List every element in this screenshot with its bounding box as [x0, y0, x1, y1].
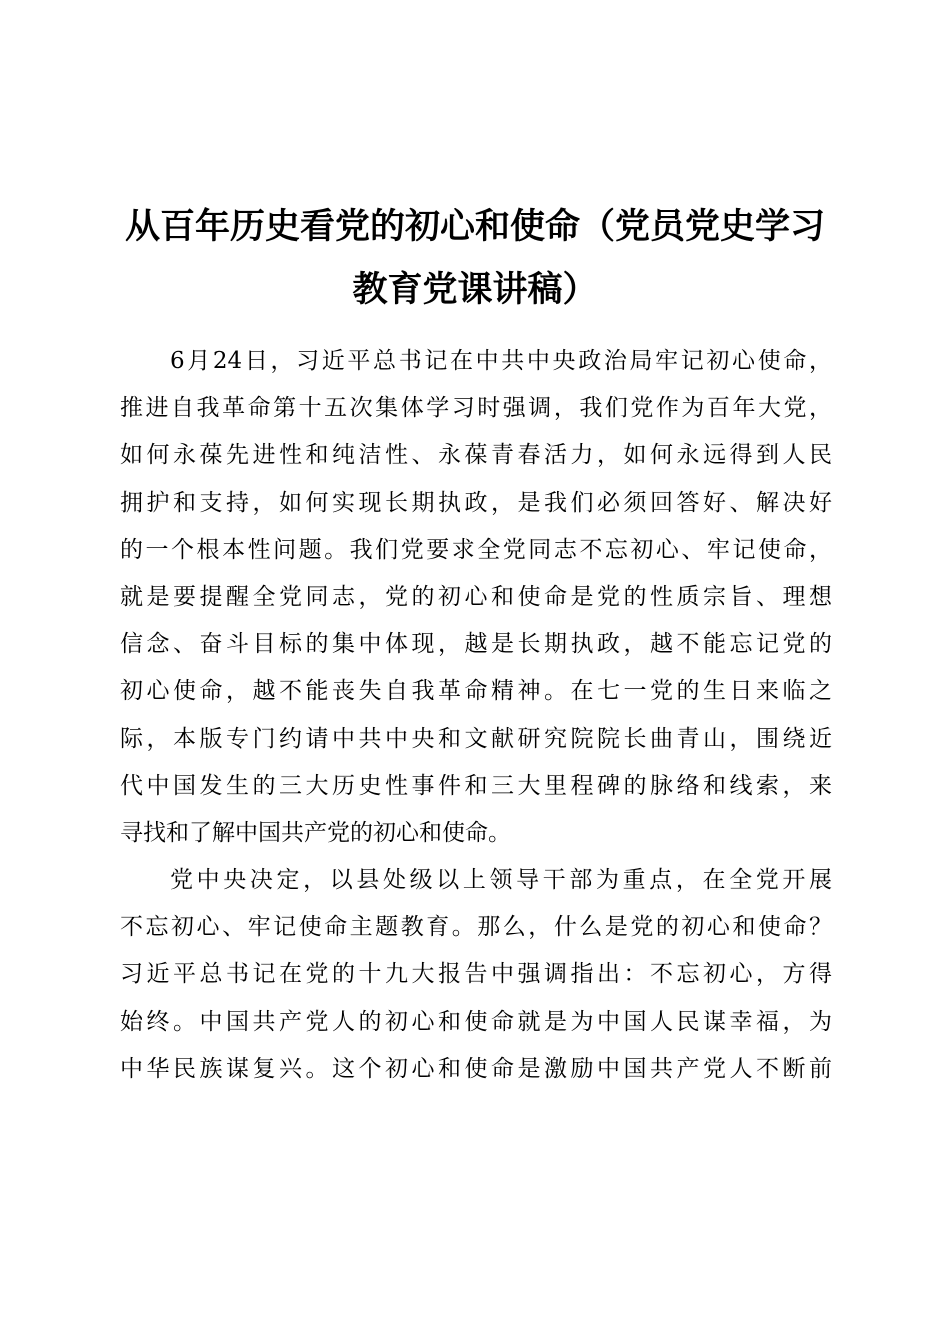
- text-line: 如何永葆先进性和纯洁性、永葆青春活力，如何永远得到人民: [120, 442, 832, 469]
- text-line: 不忘初心、牢记使命主题教育。那么，什么是党的初心和使命？: [120, 914, 832, 941]
- text-line: 习近平总书记在党的十九大报告中强调指出：不忘初心，方得: [120, 961, 832, 988]
- text-line: 拥护和支持，如何实现长期执政，是我们必须回答好、解决好: [120, 489, 832, 516]
- text-line: 信念、奋斗目标的集中体现，越是长期执政，越不能忘记党的: [120, 631, 832, 658]
- document-title: [110, 196, 840, 322]
- text-line: 中华民族谋复兴。这个初心和使命是激励中国共产党人不断前: [120, 1055, 832, 1082]
- text-line: 党中央决定，以县处级以上领导干部为重点，在全党开展: [170, 867, 832, 894]
- text-line: 6月24日，习近平总书记在中共中央政治局牢记初心使命，: [170, 348, 832, 374]
- text-line: 的一个根本性问题。我们党要求全党同志不忘初心、牢记使命，: [120, 536, 832, 563]
- document-body: [120, 338, 832, 1093]
- paragraph-2: [120, 857, 832, 1093]
- text-line: 推进自我革命第十五次集体学习时强调，我们党作为百年大党，: [120, 395, 832, 422]
- text-line: 就是要提醒全党同志，党的初心和使命是党的性质宗旨、理想: [120, 583, 832, 610]
- text-line: 初心使命，越不能丧失自我革命精神。在七一党的生日来临之: [120, 678, 832, 705]
- text-line: 代中国发生的三大历史性事件和三大里程碑的脉络和线索，来: [120, 772, 832, 799]
- text-line: 始终。中国共产党人的初心和使命就是为中国人民谋幸福，为: [120, 1008, 832, 1035]
- text-line: 寻找和了解中国共产党的初心和使命。: [120, 819, 511, 846]
- title-line: 教育党课讲稿）: [352, 270, 598, 310]
- text-line: 际，本版专门约请中共中央和文献研究院院长曲青山，围绕近: [120, 725, 832, 752]
- paragraph-1: [120, 338, 832, 857]
- title-line: 从百年历史看党的初心和使命（党员党史学习: [124, 207, 825, 247]
